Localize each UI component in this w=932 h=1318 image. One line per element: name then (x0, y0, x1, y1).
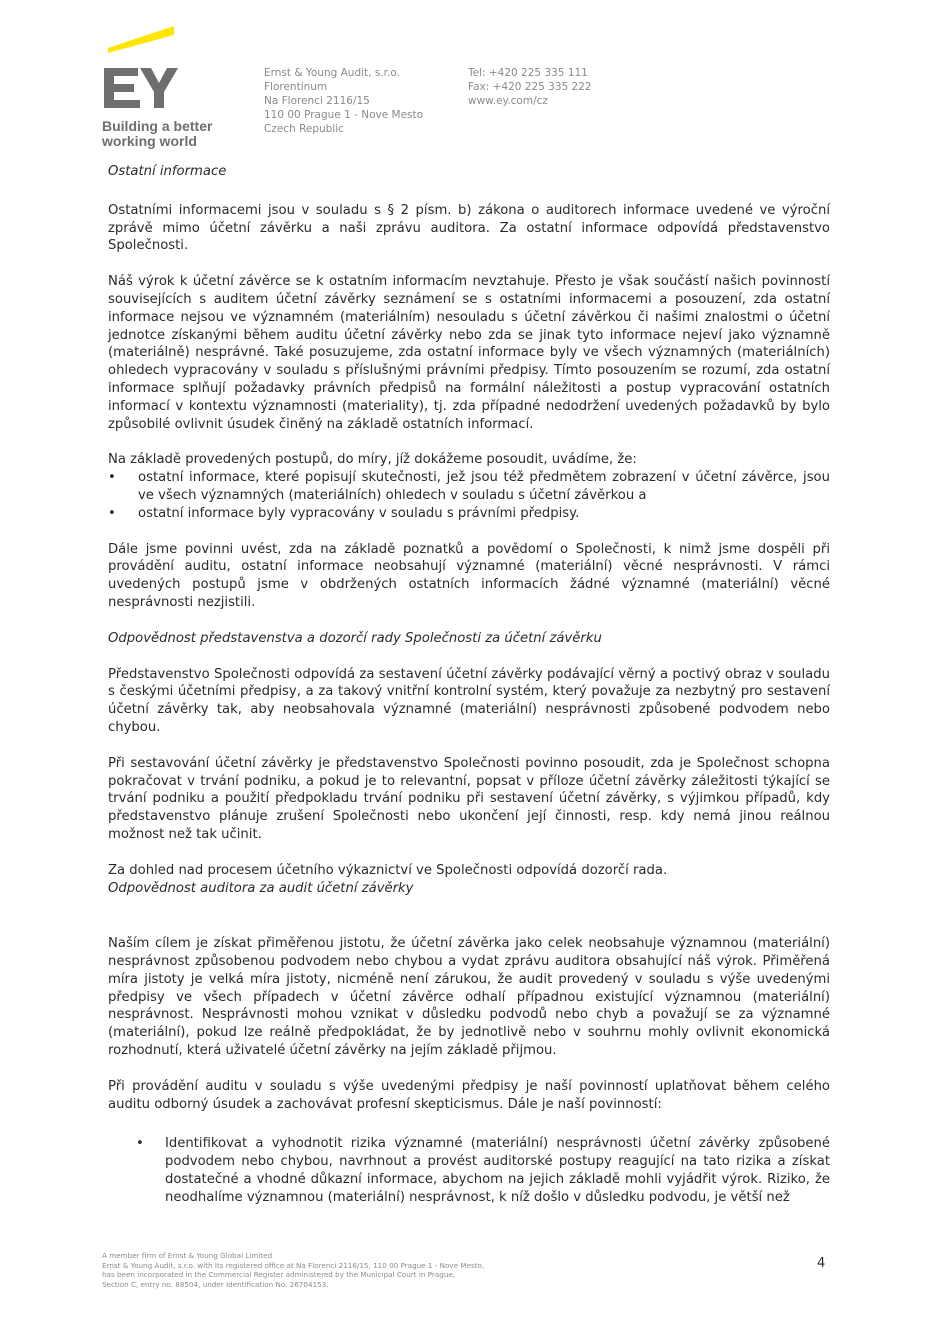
address-line: Florentinum (264, 81, 328, 93)
list-item: • ostatní informace, které popisují skutečnosti, jež jsou též předmětem zobrazení v účetní závěrce, jsou ve všech významných (materiálních) ohledech v souladu s účetní závěrkou a (108, 469, 830, 505)
paragraph: Dále jsme povinni uvést, zda na základě poznatků a povědomí o Společnosti, k nimž jsme dospěli při provádění auditu, ostatní informace neobsahují významné (materiální) věcné nesprávnosti. V rámci uvedených postupů jsme v obdržených ostatních informacích žádné významné (materiální) věcné nesprávnosti nezjistili. (108, 541, 830, 610)
paragraph: Při provádění auditu v souladu s výše uvedenými předpisy je naší povinností uplatňovat během celého auditu odborný úsudek a zachovávat profesní skepticismus. Dále je naší povinností: (108, 1078, 830, 1112)
bullet-list (108, 1135, 830, 1206)
list-item: • Identifikovat a vyhodnotit rizika významné (materiální) nesprávnosti účetní závěrky způsobené podvodem nebo chybou, navrhnout a provést auditorské postupy reagující na tato rizika a získat dostatečné a vhodné důkazní informace, abychom na jejich základě mohli vyjádřit výrok. Riziko, že neodhalíme významnou (materiální) nesprávnost, k níž došlo v důsledku podvodu, je větší než (108, 1135, 830, 1206)
contact-phone: Tel: +420 225 335 111 (468, 67, 588, 79)
section-heading-auditor-responsibility: Odpovědnost auditora za audit účetní závěrky (108, 880, 414, 896)
section-heading-board-responsibility: Odpovědnost představenstva a dozorčí rady Společnosti za účetní závěrku (108, 630, 602, 646)
company-contact (468, 66, 592, 108)
paragraph: Při sestavování účetní závěrky je představenstvo Společnosti povinno posoudit, zda je Společnost schopna pokračovat v trvání podniku, a pokud je to relevantní, popsat v příloze účetní závěrky záležitosti týkající se trvání podniku a použití předpokladu trvání podniku při sestavení účetní závěrky, s výjimkou případů, kdy představenstvo plánuje zrušení Společnosti nebo ukončení její činnosti, resp. kdy nemá jinou reálnou možnost než tak učinit. (108, 755, 830, 842)
footer-line: A member firm of Ernst & Young Global Limited (102, 1251, 273, 1260)
logo-tagline: Building a better working world (102, 118, 213, 149)
address-line: 110 00 Prague 1 - Nove Mesto (264, 109, 424, 121)
contact-fax: Fax: +420 225 335 222 (468, 81, 592, 93)
document-body (108, 163, 830, 1225)
page-footer (102, 1251, 542, 1289)
bullet-list (108, 469, 830, 522)
logo-letter-y (140, 68, 178, 108)
paragraph: Na základě provedených postupů, do míry, jíž dokážeme posoudit, uvádíme, že: (108, 452, 637, 468)
footer-line: Ernst & Young Audit, s.r.o. with its registered office at Na Florenci 2116/15, 110 00 Prague 1 - Nove Mesto, (102, 1260, 485, 1270)
paragraph: Představenstvo Společnosti odpovídá za sestavení účetní závěrky podávající věrný a poctivý obraz v souladu s českými účetními předpisy, a za takový vnitřní kontrolní systém, který považuje za nezbytný pro sestavení účetní závěrky tak, aby neobsahovala významné (materiální) nesprávnosti způsobené podvodem nebo chybou. (108, 666, 830, 735)
address-line: Czech Republic (264, 123, 344, 135)
footer-line: has been incorporated in the Commercial Register administered by the Municipal Court in Prague, (102, 1270, 456, 1280)
paragraph: Za dohled nad procesem účetního výkaznictví ve Společnosti odpovídá dozorčí rada. (108, 862, 668, 878)
logo-letter-e (104, 68, 140, 108)
paragraph: Ostatními informacemi jsou v souladu s § 2 písm. b) zákona o auditorech informace uvedené ve výroční zprávě mimo účetní závěrku a naši zprávu auditora. Za ostatní informace odpovídá představenstvo Společnosti. (108, 202, 830, 254)
logo-yellow-beam (108, 26, 174, 53)
section-heading-other-information: Ostatní informace (108, 164, 227, 179)
contact-website[interactable]: www.ey.com/cz (468, 95, 548, 107)
address-line: Na Florenci 2116/15 (264, 95, 370, 107)
paragraph: Náš výrok k účetní závěrce se k ostatním informacím nevztahuje. Přesto je však součástí našich povinností souvisejících s auditem účetní závěrky seznámení se s ostatními informacemi a posouzení, zda ostatní informace nejsou ve významném (materiálním) nesouladu s účetní závěrkou či našimi znalostmi o účetní jednotce získanými během auditu účetní závěrky nebo zda se jinak tyto informace nejeví jako významně (materiálně) nesprávné. Také posuzujeme, zda ostatní informace byly ve všech významných (materiálních) ohledech vypracovány v souladu s příslušnými právními předpisy. Tímto posouzením se rozumí, zda ostatní informace splňují požadavky právních předpisů na formální náležitosti a postup vypracování ostatních informací v kontextu významnosti (materiality), tj. zda případné nedodržení uvedených požadavků by bylo způsobilé ovlivnit úsudek činěný na základě ostatních informací. (108, 274, 830, 432)
list-item: • ostatní informace byly vypracovány v souladu s právními předpisy. (108, 505, 830, 523)
company-address (264, 66, 423, 136)
paragraph: Naším cílem je získat přiměřenou jistotu, že účetní závěrka jako celek neobsahuje významnou (materiální) nesprávnost způsobenou podvodem nebo chybou a vydat zprávu auditora obsahující náš výrok. Přiměřená míra jistoty je velká míra jistoty, nicméně není zárukou, že audit provedený v souladu s výše uvedenými předpisy ve všech případech v účetní závěrce odhalí případnou existující významnou (materiální) nesprávnost. Nesprávnosti mohou vznikat v důsledku podvodů nebo chyb a považují se za významné (materiální), pokud lze reálně předpokládat, že by jednotlivě nebo v souhrnu mohly ovlivnit ekonomická rozhodnutí, která uživatelé účetní závěrky na jejím základě přijmou. (108, 936, 830, 1059)
page-number: 4 (817, 1256, 826, 1271)
footer-line: Section C, entry no. 88504, under Identification No. 26704153. (102, 1279, 329, 1289)
address-line: Ernst & Young Audit, s.r.o. (264, 67, 400, 79)
